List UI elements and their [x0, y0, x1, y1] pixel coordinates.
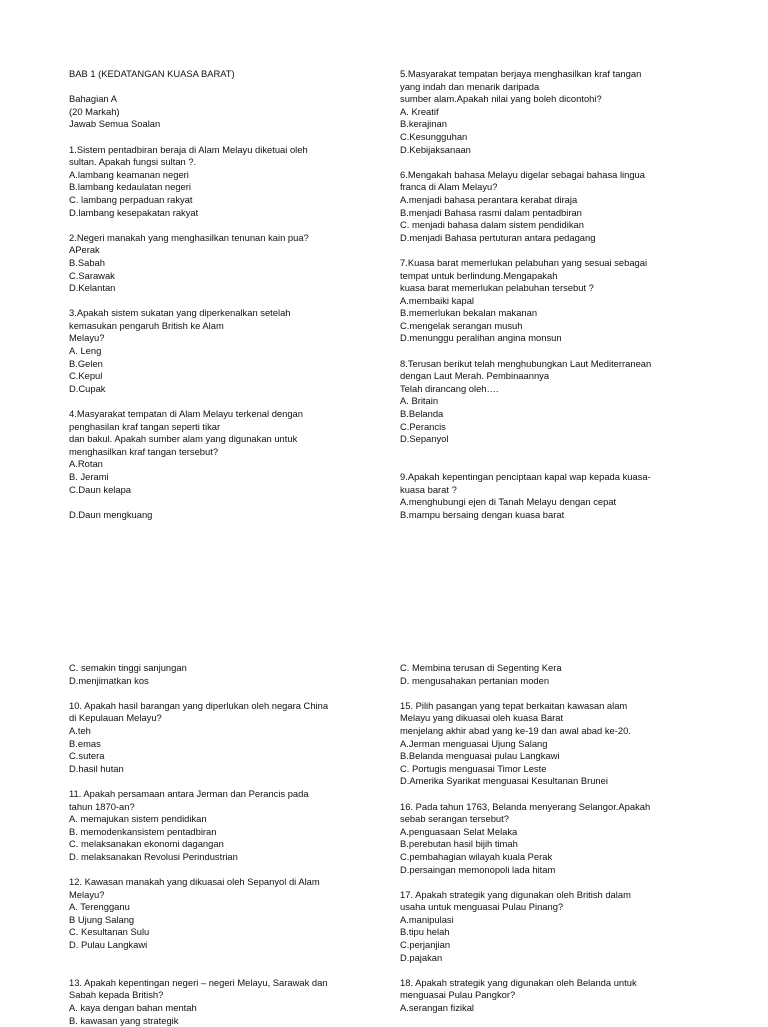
text-line: D.Kebijaksanaan [400, 143, 471, 155]
text-line [400, 156, 730, 169]
right-column-top [400, 68, 730, 521]
text-line: C. menjadi bahasa dalam sistem pendidikan [400, 219, 584, 231]
text-line: sumber alam.Apakah nilai yang boleh dicontohi? [400, 93, 602, 105]
text-line: tempat untuk berlindung.Mengapakah [400, 269, 558, 281]
text-line: C.Kepul [69, 370, 103, 382]
text-line: Bahagian A [69, 93, 117, 105]
text-line: 16. Pada tahun 1763, Belanda menyerang Selangor.Apakah [400, 800, 651, 812]
text-line [400, 788, 730, 801]
text-line [69, 81, 399, 94]
text-line: 1.Sistem pentadbiran beraja di Alam Melayu diketuai oleh [69, 143, 308, 155]
text-line: kuasa barat memerlukan pelabuhan tersebut ? [400, 282, 594, 294]
text-line: B.Gelen [69, 357, 103, 369]
text-line: D. melaksanakan Revolusi Perindustrian [69, 850, 238, 862]
text-line: D. Pulau Langkawi [69, 939, 148, 951]
text-line: D. mengusahakan pertanian moden [400, 674, 550, 686]
text-line: C.perjanjian [400, 939, 451, 951]
text-line [400, 687, 730, 700]
text-line: 2.Negeri manakah yang menghasilkan tenunan kain pua? [69, 231, 309, 243]
text-line [69, 952, 399, 965]
text-line: D.lambang kesepakatan rakyat [69, 206, 199, 218]
text-line: A. Kreatif [400, 105, 439, 117]
text-line: A.teh [69, 724, 91, 736]
text-line: D.Cupak [69, 382, 106, 394]
text-line: A. memajukan sistem pendidikan [69, 813, 207, 825]
text-line [69, 219, 399, 232]
text-line: APerak [69, 244, 100, 256]
text-line: A.Rotan [69, 458, 103, 470]
text-line: C. semakin tinggi sanjungan [69, 662, 187, 673]
text-line [69, 395, 399, 408]
text-line: dan bakul. Apakah sumber alam yang digunakan untuk [69, 433, 298, 445]
text-line: C.Sarawak [69, 269, 115, 281]
text-line: B.Belanda [400, 408, 444, 420]
text-line: A.lambang keamanan negeri [69, 168, 189, 180]
text-line [69, 496, 399, 509]
text-line: B. kawasan yang strategik [69, 1014, 179, 1026]
text-line: menjelang akhir abad yang ke-19 dan awal abad ke-20. [400, 724, 631, 736]
text-line: D.menunggu peralihan angina monsun [400, 332, 562, 344]
text-line: dengan Laut Merah. Pembinaannya [400, 370, 550, 382]
text-line: 8.Terusan berikut telah menghubungkan Laut Mediterranean [400, 357, 652, 369]
text-line: D.Kelantan [69, 282, 116, 294]
text-line: D.hasil hutan [69, 762, 124, 774]
text-line: B.memerlukan bekalan makanan [400, 307, 538, 319]
text-line: tahun 1870-an? [69, 800, 135, 812]
text-line: B. memodenkansistem pentadbiran [69, 825, 217, 837]
text-line: C.pembahagian wilayah kuala Perak [400, 850, 553, 862]
text-line: 5.Masyarakat tempatan berjaya menghasilkan kraf tangan [400, 68, 642, 79]
text-line [69, 687, 399, 700]
text-line: 6.Mengakah bahasa Melayu digelar sebagai bahasa lingua [400, 168, 645, 180]
text-line: 7.Kuasa barat memerlukan pelabuhan yang sesuai sebagai [400, 256, 648, 268]
text-line: A. kaya dengan bahan mentah [69, 1002, 197, 1014]
text-line [400, 446, 730, 459]
text-line: A. Leng [69, 345, 102, 357]
text-line: A.menjadi bahasa perantara kerabat diraja [400, 193, 578, 205]
text-line: C. Portugis menguasai Timor Leste [400, 762, 547, 774]
text-line: A.serangan fizikal [400, 1002, 474, 1014]
text-line: 12. Kawasan manakah yang dikuasai oleh Sepanyol di Alam [69, 876, 320, 888]
text-line: 15. Pilih pasangan yang tepat berkaitan kawasan alam [400, 699, 628, 711]
text-line: 10. Apakah hasil barangan yang diperlukan oleh negara China [69, 699, 329, 711]
text-line: B.perebutan hasil bijih timah [400, 838, 518, 850]
text-line: B Ujung Salang [69, 913, 135, 925]
text-line: menghasilkan kraf tangan tersebut? [69, 445, 219, 457]
text-line: B.Sabah [69, 256, 105, 268]
text-line: yang indah dan menarik daripada [400, 80, 540, 92]
text-line: A. Terengganu [69, 901, 130, 913]
left-column-bottom [69, 662, 399, 1027]
text-line: D.menjimatkan kos [69, 674, 149, 686]
text-line: 18. Apakah strategik yang digunakan oleh Belanda untuk [400, 976, 637, 988]
text-line: C. melaksanakan ekonomi dagangan [69, 838, 224, 850]
text-line: A.menghubungi ejen di Tanah Melayu dengan cepat [400, 496, 617, 508]
text-line: 11. Apakah persamaan antara Jerman dan Perancis pada [69, 787, 309, 799]
text-line: penghasilan kraf tangan seperti tikar [69, 420, 221, 432]
text-line: D.pajakan [400, 951, 443, 963]
text-line: D.Daun mengkuang [69, 508, 153, 520]
text-line: sebab serangan tersebut? [400, 813, 509, 825]
text-line: menguasai Pulau Pangkor? [400, 989, 516, 1001]
text-line: kuasa barat ? [400, 483, 457, 495]
text-line: 3.Apakah sistem sukatan yang diperkenalkan setelah [69, 307, 291, 319]
text-line: Melayu? [69, 888, 105, 900]
text-line: D.persaingan memonopoli lada hitam [400, 863, 556, 875]
text-line [69, 964, 399, 977]
text-line [69, 775, 399, 788]
text-line: A. Britain [400, 395, 439, 407]
text-line: D.menjadi Bahasa pertuturan antara pedagang [400, 231, 596, 243]
text-line: B. Jerami [69, 471, 109, 482]
text-line: B.tipu helah [400, 926, 450, 938]
text-line: (20 Markah) [69, 105, 120, 117]
text-line: BAB 1 (KEDATANGAN KUASA BARAT) [69, 68, 235, 79]
text-line: B.menjadi Bahasa rasmi dalam pentadbiran [400, 206, 582, 218]
text-line: usaha untuk menguasai Pulau Pinang? [400, 901, 564, 913]
text-line: kemasukan pengaruh British ke Alam [69, 319, 224, 331]
text-line: Melayu? [69, 332, 105, 344]
text-line: B.Belanda menguasai pulau Langkawi [400, 750, 560, 762]
text-line: di Kepulauan Melayu? [69, 712, 162, 724]
text-line: sultan. Apakah fungsi sultan ?. [69, 156, 197, 168]
text-line: franca di Alam Melayu? [400, 181, 498, 193]
text-line: C. Kesultanan Sulu [69, 926, 150, 938]
text-line: Melayu yang dikuasai oleh kuasa Barat [400, 712, 564, 724]
left-column-top [69, 68, 399, 521]
text-line: Sabah kepada British? [69, 989, 164, 1001]
text-line: A.manipulasi [400, 913, 454, 925]
text-line: B.kerajinan [400, 118, 447, 130]
text-line: 4.Masyarakat tempatan di Alam Melayu terkenal dengan [69, 408, 303, 420]
text-line [400, 458, 730, 471]
text-line: D.Sepanyol [400, 433, 449, 445]
text-line: Jawab Semua Soalan [69, 118, 161, 130]
text-line: 9.Apakah kepentingan penciptaan kapal wap kepada kuasa- [400, 471, 651, 482]
text-line [400, 244, 730, 257]
text-line [69, 864, 399, 877]
text-line: C.Kesungguhan [400, 130, 468, 142]
text-line: 17. Apakah strategik yang digunakan oleh British dalam [400, 888, 631, 900]
text-line: A.membaiki kapal [400, 294, 474, 306]
text-line [400, 345, 730, 358]
text-line: C. lambang perpaduan rakyat [69, 193, 193, 205]
text-line [400, 876, 730, 889]
text-line [69, 295, 399, 308]
text-line: B.lambang kedaulatan negeri [69, 181, 191, 193]
text-line [400, 964, 730, 977]
text-line: C. Membina terusan di Segenting Kera [400, 662, 562, 673]
text-line: C.Daun kelapa [69, 483, 132, 495]
text-line [69, 131, 399, 144]
text-line: B.emas [69, 737, 101, 749]
right-column-bottom [400, 662, 730, 1015]
text-line: C.mengelak serangan musuh [400, 319, 523, 331]
text-line: C.sutera [69, 750, 105, 762]
text-line: D.Amerika Syarikat menguasai Kesultanan Brunei [400, 775, 608, 787]
text-line: A.Jerman menguasai Ujung Salang [400, 737, 548, 749]
text-line: 13. Apakah kepentingan negeri – negeri Melayu, Sarawak dan [69, 976, 328, 988]
text-line: A.penguasaan Selat Melaka [400, 825, 518, 837]
text-line: C.Perancis [400, 420, 446, 432]
text-line: Telah dirancang oleh…. [400, 382, 499, 394]
text-line: B.mampu bersaing dengan kuasa barat [400, 508, 565, 520]
